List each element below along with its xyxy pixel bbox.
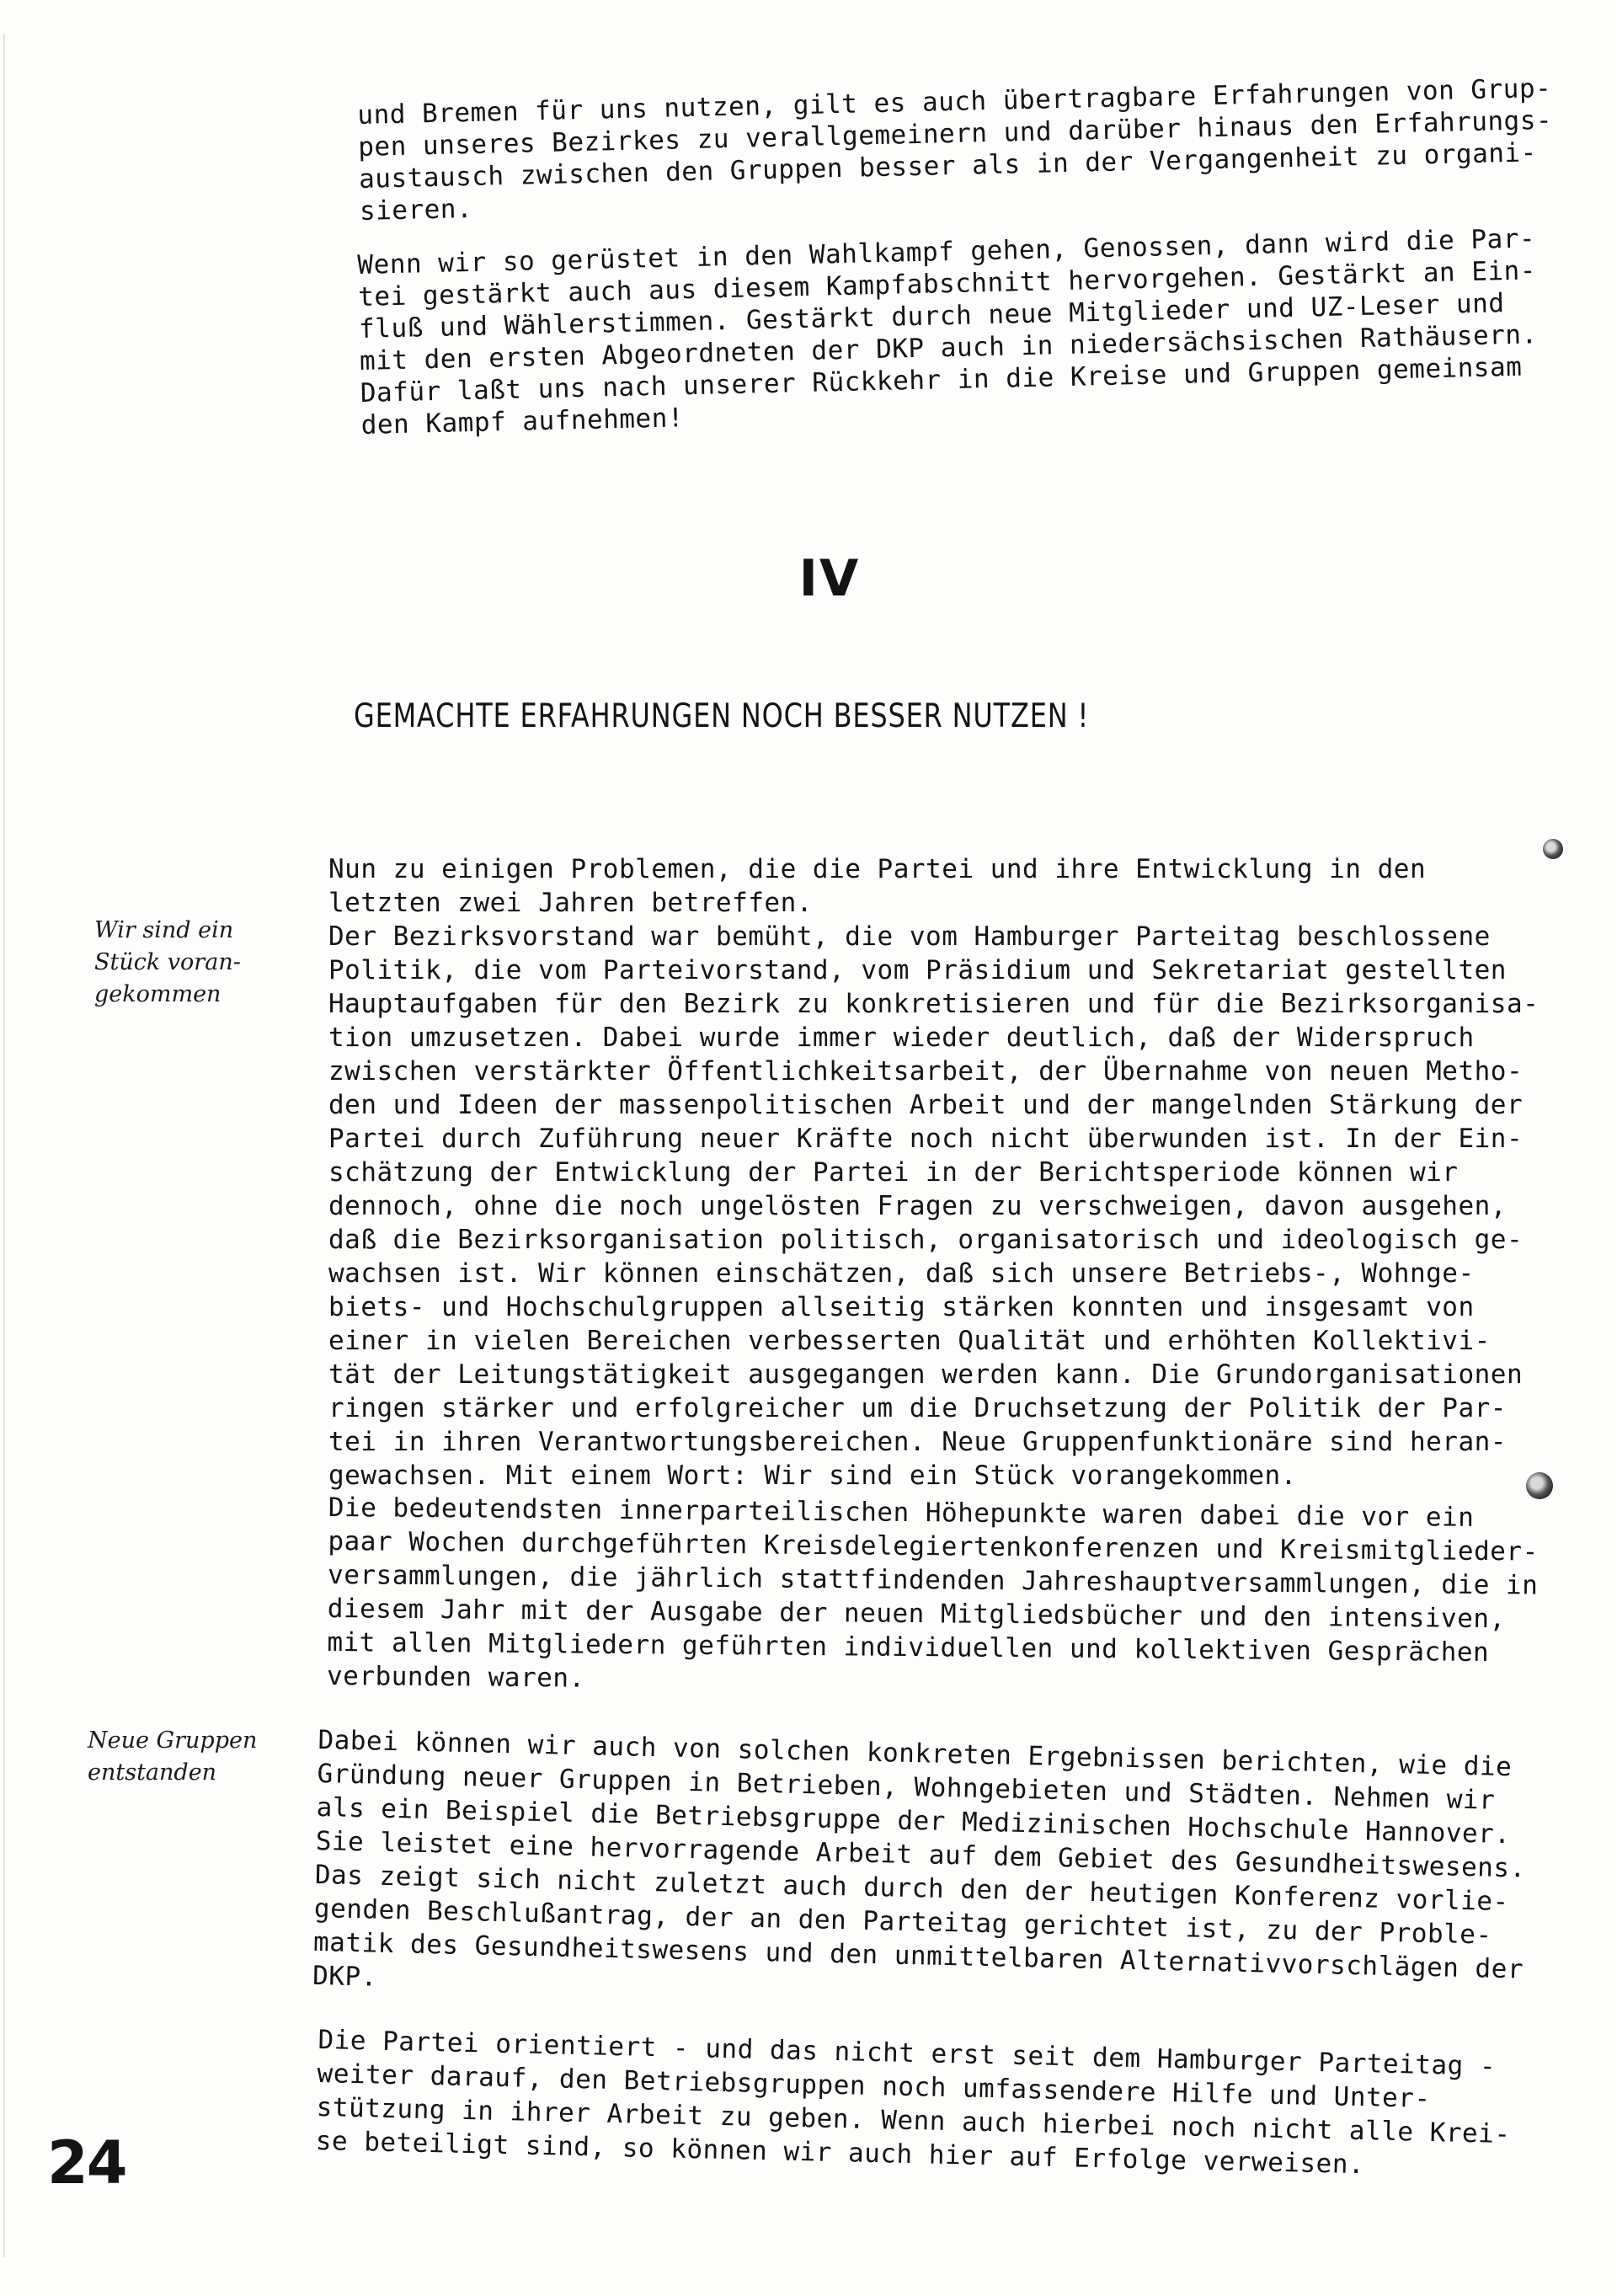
page-number: 24 [47,2128,126,2197]
paragraph-probleme-partei: Nun zu einigen Problemen, die die Partei und ihre Entwicklung in den letzten zwei Jahren betreffen. Der Bezirksvorstand war bemüht, die vom Hamburger Parteitag beschlossene Politik, die vom Parteivorstand, vom Präsidium und Sekretariat gestellten Hauptaufgaben für den Bezirk zu konkretisieren und für die Bezirksorganisa- tion umzusetzen. Dabei wurde immer wieder deutlich, daß der Widerspruch zwischen verstärkter Öffentlichkeitsarbeit, der Übernahme von neuen Metho- den und Ideen der massenpolitischen Arbeit und der mangelnden Stärkung der Partei durch Zuführung neuer Kräfte noch nicht überwunden ist. In der Ein- schätzung der Entwicklung der Partei in der Berichtsperiode können wir dennoch, ohne die noch ungelösten Fragen zu verschweigen, davon ausgehen, daß die Bezirksorganisation politisch, organisatorisch und ideologisch ge- wachsen ist. Wir können einschätzen, daß sich unsere Betriebs-, Wohnge- biets- und Hochschulgruppen allseitig stärken konnten und insgesamt von einer in vielen Bereichen verbesserten Qualität und erhöhten Kollektivi- tät der Leitungstätigkeit ausgegangen werden kann. Die Grundorganisationen ringen stärker und erfolgreicher um die Druchsetzung der Politik der Par- tei in ihren Verantwortungsbereichen. Neue Gruppenfunktionäre sind heran- gewachsen. Mit einem Wort: Wir sind ein Stück vorangekommen. [328,854,1540,1491]
margin-note-neue-gruppen: Neue Gruppen entstanden [88,1727,258,1786]
paragraph-bremen-erfahrungen: und Bremen für uns nutzen, gilt es auch übertragbare Erfahrungen von Grup- pen unseres Bezirkes zu verallgemeinern und darüber hinaus den Erfahrungs- austausch zwischen den Gruppen besser als in der Vergangenheit zu organi- sieren. [357,72,1553,227]
paragraph-betriebsgruppen: Die Partei orientiert - und das nicht erst seit dem Hamburger Parteitag - weiter darauf, den Betriebsgruppen noch umfassendere Hilfe und Unter- stützung in ihrer Arbeit zu geben. Wenn auch hierbei noch nicht alle Krei- se beteiligt sind, so können wir auch hier auf Erfolge verweisen. [315,2024,1511,2181]
margin-note-stueck-vorangekommen: Wir sind ein Stück voran- gekommen [94,917,241,1007]
section-heading: GEMACHTE ERFAHRUNGEN NOCH BESSER NUTZEN ! [354,697,1090,735]
page-edge-line [3,34,5,2257]
section-number: IV [798,549,861,608]
paragraph-wahlkampf: Wenn wir so gerüstet in den Wahlkampf gehen, Genossen, dann wird die Par- tei gestärkt auch aus diesem Kampfabschnitt hervorgehen. Gestärkt an Ein- fluß und Wählerstimmen. Gestärkt durch neue Mitglieder und UZ-Leser und mit den ersten Abgeordneten der DKP auch in niedersächsischen Rathäusern. Dafür laßt uns nach unserer Rückkehr in die Kreise und Gruppen gemeinsam den Kampf aufnehmen! [357,223,1539,441]
paragraph-neue-gruppen: Dabei können wir auch von solchen konkreten Ergebnissen berichten, wie die Gründung neuer Gruppen in Betrieben, Wohngebieten und Städten. Nehmen wir als ein Beispiel die Betriebsgruppe der Medizinischen Hochschule Hannover. Sie leistet eine hervorragende Arbeit auf dem Gebiet des Gesundheitswesens. Das zeigt sich nicht zuletzt auch durch den der heutigen Konferenz vorlie- genden Beschlußantrag, der an den Parteitag gerichtet ist, zu der Proble- matik des Gesundheitswesens und den unmittelbaren Alternativvorschlägen der DKP. [312,1724,1527,1993]
punch-hole-mark [1543,839,1563,859]
paragraph-hoehepunkte: Die bedeutendsten innerparteilischen Höhepunkte waren dabei die vor ein paar Wochen durchgeführten Kreisdelegiertenkonferenzen und Kreismitglieder- versammlungen, die jährlich stattfindenden Jahreshauptversammlungen, die in diesem Jahr mit der Ausgabe der neuen Mitgliedsbücher und den intensiven, mit allen Mitgliedern geführten individuellen und kollektiven Gesprächen verbunden waren. [326,1492,1539,1694]
punch-hole-mark [1526,1472,1553,1499]
